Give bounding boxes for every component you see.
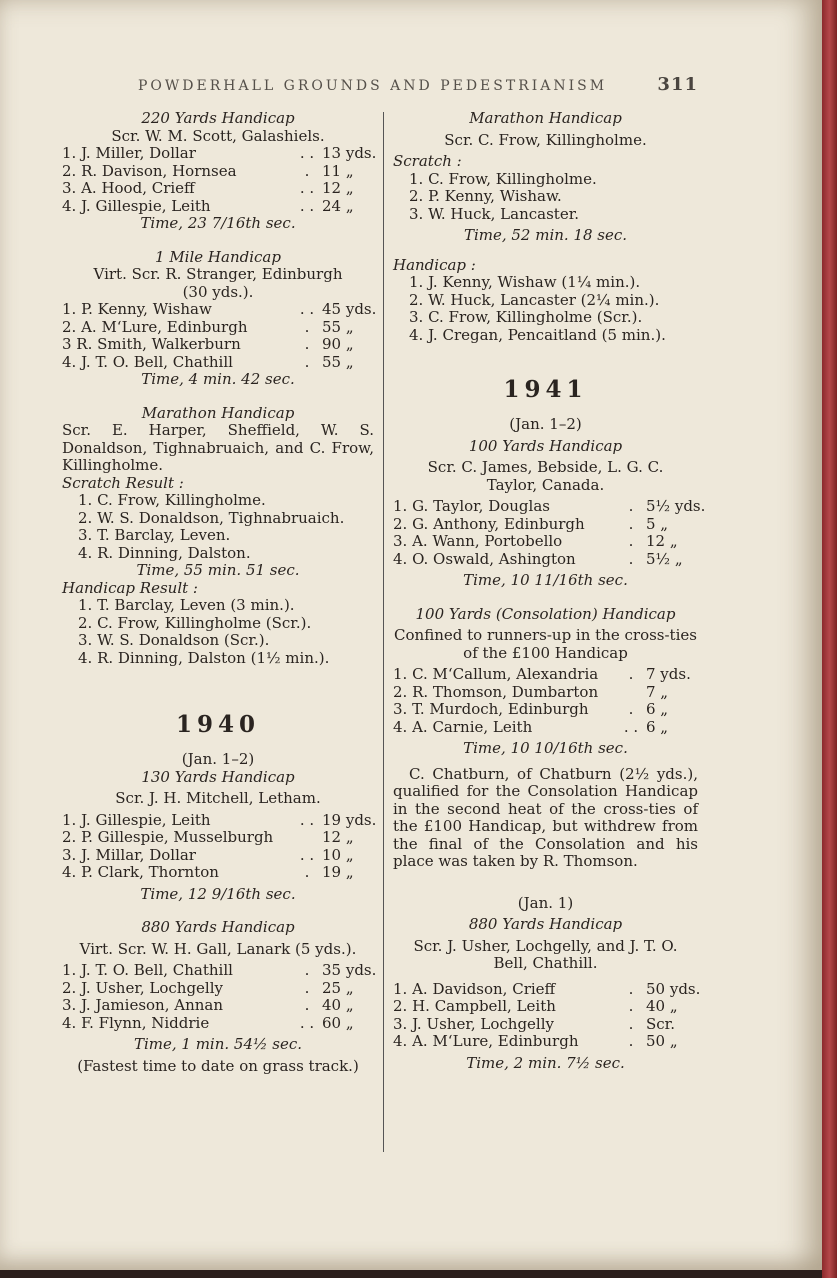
scratch-result-list: [62, 492, 374, 562]
running-header: [138, 74, 698, 95]
event-title: 220 Yards Handicap: [141, 109, 295, 127]
result-row: [393, 719, 698, 737]
result-allowance: 7 yds.: [646, 665, 691, 683]
result-name: 3. J. Usher, Lochgelly: [393, 1014, 555, 1033]
event-note: (Fastest time to date on grass track.): [77, 1056, 359, 1075]
leader-dots: .: [304, 863, 310, 881]
meeting-date: (Jan. 1–2): [509, 415, 582, 433]
result-row: [393, 1033, 698, 1051]
leader-dots: .: [304, 996, 310, 1014]
leader-dots: .: [628, 497, 634, 515]
result-row: [62, 980, 374, 998]
meeting-date: (Jan. 1–2): [181, 750, 255, 768]
result-row: [393, 551, 698, 569]
result-name: 1. P. Kenny, Wishaw: [62, 300, 212, 318]
result-allowance: 50 „: [646, 1032, 678, 1050]
handicap-result-list: [62, 597, 374, 667]
result-allowance: 35 yds.: [322, 961, 377, 979]
result-allowance: 40 „: [322, 996, 354, 1014]
leader-dots: .: [628, 665, 634, 683]
result-name: 4. F. Flynn, Niddrie: [62, 1013, 210, 1032]
scratch-result-label: Scratch Result :: [62, 473, 184, 492]
result-row: [393, 701, 698, 719]
leader-dots: .: [628, 700, 634, 718]
result-line: 1. T. Barclay, Leven (3 min.).: [78, 596, 295, 614]
result-name: 2. P. Gillespie, Musselburgh: [62, 828, 274, 846]
result-allowance: 25 „: [322, 978, 354, 997]
leader-dots: .: [628, 979, 634, 998]
result-row: [393, 684, 698, 702]
results-list: [393, 979, 701, 1051]
result-row: [393, 497, 706, 516]
results-list: [62, 300, 377, 371]
event-time: Time, 10 11/16th sec.: [463, 571, 628, 589]
result-row: [62, 810, 377, 830]
leader-dots: . .: [299, 810, 315, 829]
event-time: Time, 12 9/16th sec.: [140, 884, 296, 903]
meeting-date: (Jan. 1): [517, 893, 574, 912]
leader-dots: [616, 684, 646, 702]
event-title: 1 Mile Handicap: [155, 247, 281, 266]
result-row: [393, 516, 698, 534]
results-list: [62, 810, 377, 882]
results-list: [393, 497, 706, 568]
result-row: [62, 1015, 374, 1033]
leader-dots: .: [628, 1032, 634, 1050]
result-row: [62, 163, 374, 181]
result-allowance: 6 „: [646, 700, 669, 718]
result-name: 2. R. Thomson, Dumbarton: [393, 682, 599, 701]
results-list: [393, 666, 698, 736]
result-allowance: 40 „: [646, 997, 678, 1015]
result-row: [62, 997, 374, 1015]
result-line: 1. J. Kenny, Wishaw (1¼ min.).: [409, 273, 641, 291]
result-name: 4. O. Oswald, Ashington: [393, 549, 576, 568]
event-paragraph: C. Chatburn, of Chatburn (2½ yds.), qualified for the Consolation Handicap in the second heat of the cross-ties of the £100 Handicap, but withdrew from the final of the Consolation and his place was taken by R. Thomson.: [393, 764, 698, 870]
result-name: 2. G. Anthony, Edinburgh: [393, 514, 585, 533]
result-row: [62, 847, 374, 865]
leader-dots: [292, 829, 322, 847]
scratch-result-label: Scratch :: [393, 152, 462, 170]
handicap-result-list: [393, 274, 698, 344]
leader-dots: .: [304, 978, 310, 997]
handicap-result-label: Handicap :: [393, 255, 476, 274]
result-line: 1. C. Frow, Killingholme.: [409, 169, 597, 188]
result-allowance: 45 yds.: [322, 300, 377, 318]
year-heading: 1941: [503, 376, 588, 403]
event-title: 130 Yards Handicap: [141, 767, 295, 786]
event-scratch: Scr. J. H. Mitchell, Letham.: [115, 789, 321, 807]
right-column: [393, 109, 706, 1072]
leader-dots: . .: [299, 179, 315, 197]
result-allowance: Scr.: [646, 1014, 675, 1033]
result-allowance: 12 „: [322, 179, 354, 197]
event-title: 100 Yards (Consolation) Handicap: [415, 604, 676, 623]
running-title: POWDERHALL GROUNDS AND PEDESTRIANISM: [138, 78, 608, 94]
book-spine: [822, 0, 837, 1278]
event-time: Time, 52 min. 18 sec.: [463, 226, 628, 244]
event-title: 880 Yards Handicap: [468, 915, 623, 933]
result-allowance: 19 „: [322, 863, 354, 881]
result-name: 1. A. Davidson, Crieff: [393, 979, 556, 998]
result-line: 3. C. Frow, Killingholme (Scr.).: [409, 308, 643, 326]
result-line: 3. T. Barclay, Leven.: [78, 526, 231, 544]
event-time: Time, 1 min. 54½ sec.: [133, 1035, 303, 1053]
page-number: 311: [657, 74, 698, 95]
result-allowance: 90 „: [322, 335, 354, 353]
leader-dots: .: [304, 961, 310, 979]
result-allowance: 11 „: [322, 161, 354, 180]
event-scratch: Virt. Scr. W. H. Gall, Lanark (5 yds.).: [79, 939, 357, 958]
result-name: 4. P. Clark, Thornton: [62, 863, 219, 881]
result-allowance: 50 yds.: [646, 979, 701, 998]
result-line: 4. R. Dinning, Dalston (1½ min.).: [78, 648, 330, 667]
result-allowance: 12 „: [322, 828, 354, 846]
event-scratch: Scr. W. M. Scott, Galashiels.: [111, 126, 325, 145]
event-title: Marathon Handicap: [469, 109, 622, 127]
leader-dots: . .: [299, 845, 315, 864]
result-allowance: 19 yds.: [322, 810, 377, 829]
results-list: [62, 961, 377, 1032]
event-scratch: Virt. Scr. R. Stranger, Edinburgh: [93, 265, 343, 283]
leader-dots: . .: [299, 196, 315, 215]
result-line: 2. W. Huck, Lancaster (2¼ min.).: [409, 290, 660, 309]
event-scratch: Scr. J. Usher, Lochgelly, and J. T. O. Bell, Chathill.: [413, 936, 678, 972]
result-row: [393, 979, 701, 999]
result-allowance: 5½ „: [646, 549, 683, 568]
result-allowance: 24 „: [322, 196, 354, 215]
result-name: 3 R. Smith, Walkerburn: [62, 335, 241, 353]
event-title: Marathon Handicap: [141, 403, 295, 422]
result-row: [393, 666, 698, 684]
result-line: 3. W. Huck, Lancaster.: [409, 204, 579, 223]
result-row: [62, 319, 374, 337]
event-scratch: Scr. E. Harper, Sheffield, W. S. Donaldson, Tighnabruaich, and C. Frow, Killingholme.: [62, 421, 374, 474]
result-name: 1. J. Gillespie, Leith: [62, 810, 211, 829]
leader-dots: . .: [299, 1013, 315, 1032]
result-allowance: 10 „: [322, 845, 354, 864]
result-name: 3. A. Wann, Portobello: [393, 532, 563, 550]
event-scratch: Scr. C. James, Bebside, L. G. C. Taylor, Canada.: [427, 458, 664, 494]
result-name: 4. J. T. O. Bell, Chathill: [62, 352, 233, 371]
result-row: [62, 864, 374, 882]
result-allowance: 7 „: [646, 682, 669, 701]
result-row: [62, 961, 377, 980]
leader-dots: .: [304, 317, 310, 336]
column-divider: [383, 112, 384, 1152]
event-time: Time, 4 min. 42 sec.: [141, 370, 295, 388]
leader-dots: .: [628, 532, 634, 550]
result-line: 3. W. S. Donaldson (Scr.).: [78, 631, 270, 649]
result-name: 2. H. Campbell, Leith: [393, 997, 556, 1015]
result-name: 1. J. Miller, Dollar: [62, 144, 196, 162]
leader-dots: .: [304, 161, 310, 180]
event-time: Time, 55 min. 51 sec.: [136, 561, 300, 579]
result-allowance: 12 „: [646, 532, 678, 550]
result-line: 1. C. Frow, Killingholme.: [78, 491, 266, 509]
result-name: 3. T. Murdoch, Edinburgh: [393, 700, 589, 718]
result-name: 4. A. M‘Lure, Edinburgh: [393, 1032, 579, 1050]
event-title: 880 Yards Handicap: [141, 918, 295, 936]
result-row: [62, 180, 374, 198]
result-allowance: 13 yds.: [322, 144, 377, 162]
result-row: [62, 354, 374, 372]
result-line: 2. W. S. Donaldson, Tighnabruaich.: [78, 508, 345, 527]
result-allowance: 5 „: [646, 514, 669, 533]
leader-dots: .: [628, 514, 634, 533]
leader-dots: .: [628, 1014, 634, 1033]
event-time: Time, 10 10/16th sec.: [463, 739, 628, 757]
result-allowance: 55 „: [322, 352, 354, 371]
scratch-result-list: [393, 171, 698, 224]
event-time: Time, 23 7/16th sec.: [140, 214, 296, 232]
result-name: 3. J. Millar, Dollar: [62, 845, 196, 864]
leader-dots: . .: [299, 144, 315, 162]
result-name: 2. R. Davison, Hornsea: [62, 161, 237, 180]
leader-dots: . .: [623, 717, 639, 736]
result-row: [393, 998, 698, 1016]
result-name: 1. C. M‘Callum, Alexandria: [393, 665, 599, 683]
leader-dots: .: [628, 549, 634, 568]
results-list: [62, 144, 377, 215]
event-title: 100 Yards Handicap: [468, 436, 623, 455]
result-name: 2. J. Usher, Lochgelly: [62, 978, 224, 997]
result-row: [393, 1016, 698, 1034]
event-condition: Confined to runners-up in the cross-ties of the £100 Handicap: [394, 626, 697, 662]
leader-dots: . .: [299, 300, 315, 318]
result-row: [62, 144, 377, 163]
year-heading: 1940: [175, 711, 260, 738]
result-row: [62, 198, 374, 216]
result-row: [62, 300, 377, 319]
handicap-result-label: Handicap Result :: [62, 578, 198, 597]
result-allowance: 5½ yds.: [646, 497, 706, 515]
leader-dots: .: [628, 997, 634, 1015]
result-name: 3. J. Jamieson, Annan: [62, 996, 224, 1014]
result-name: 1. J. T. O. Bell, Chathill: [62, 961, 233, 979]
result-row: [62, 336, 374, 354]
result-name: 1. G. Taylor, Douglas: [393, 497, 550, 515]
result-line: 2. P. Kenny, Wishaw.: [409, 187, 562, 205]
result-name: 4. J. Gillespie, Leith: [62, 196, 211, 215]
event-scratch-note: (30 yds.).: [182, 282, 254, 301]
result-allowance: 6 „: [646, 717, 669, 736]
result-row: [62, 829, 374, 847]
result-allowance: 60 „: [322, 1013, 354, 1032]
event-time: Time, 2 min. 7½ sec.: [466, 1053, 625, 1072]
leader-dots: .: [304, 352, 310, 371]
result-name: 3. A. Hood, Crieff: [62, 179, 195, 197]
result-name: 2. A. M‘Lure, Edinburgh: [62, 317, 248, 336]
left-column: [62, 109, 377, 1075]
result-line: 4. R. Dinning, Dalston.: [78, 543, 251, 562]
result-allowance: 55 „: [322, 317, 354, 336]
event-scratch: Scr. C. Frow, Killingholme.: [444, 130, 647, 149]
result-line: 2. C. Frow, Killingholme (Scr.).: [78, 613, 312, 632]
leader-dots: .: [304, 335, 310, 353]
result-row: [393, 533, 698, 551]
result-name: 4. A. Carnie, Leith: [393, 717, 533, 736]
result-line: 4. J. Cregan, Pencaitland (5 min.).: [409, 325, 666, 344]
